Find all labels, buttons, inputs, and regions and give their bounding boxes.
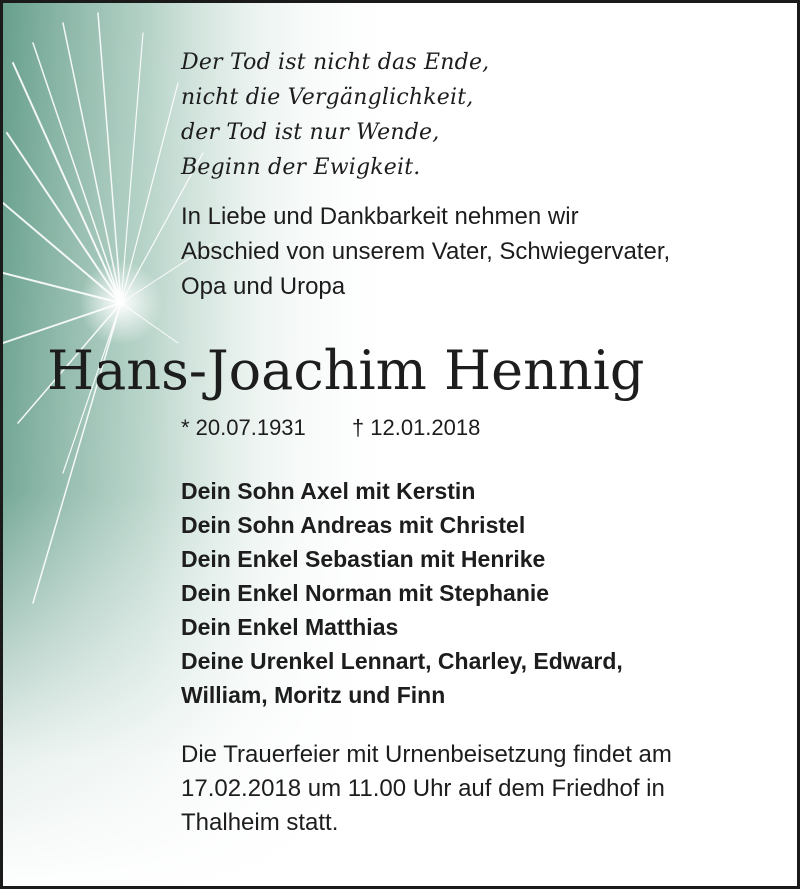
poem-line: der Tod ist nur Wende, xyxy=(181,120,440,145)
poem-line: nicht die Vergänglichkeit, xyxy=(181,85,474,110)
poem-line: Der Tod ist nicht das Ende, xyxy=(181,50,490,75)
mourner-line: Dein Enkel Sebastian mit Henrike xyxy=(181,546,546,572)
service-line: 17.02.2018 um 11.00 Uhr auf dem Friedhof in xyxy=(181,775,665,802)
poem xyxy=(181,45,489,185)
mourner-line: Deine Urenkel Lennart, Charley, Edward, xyxy=(181,648,623,674)
death-date: † 12.01.2018 xyxy=(351,415,481,440)
farewell-intro xyxy=(181,199,670,304)
birth-date: * 20.07.1931 xyxy=(181,415,306,440)
mourner-line: Dein Sohn Axel mit Kerstin xyxy=(181,478,476,504)
obituary-content xyxy=(3,3,800,889)
intro-line: Abschied von unserem Vater, Schwiegervater, xyxy=(181,238,671,265)
service-line: Die Trauerfeier mit Urnenbeisetzung findet am xyxy=(181,741,672,768)
mourner-line: Dein Sohn Andreas mit Christel xyxy=(181,512,526,538)
mourner-line: Dein Enkel Matthias xyxy=(181,614,399,640)
poem-line: Beginn der Ewigkeit. xyxy=(181,155,421,180)
intro-line: In Liebe und Dankbarkeit nehmen wir xyxy=(181,203,579,230)
funeral-service-notice xyxy=(181,738,672,840)
mourner-line: Dein Enkel Norman mit Stephanie xyxy=(181,580,550,606)
service-line: Thalheim statt. xyxy=(181,809,339,836)
mourner-line: William, Moritz und Finn xyxy=(181,682,446,708)
intro-line: Opa und Uropa xyxy=(181,273,346,300)
life-dates xyxy=(181,411,480,445)
deceased-name: Hans-Joachim Hennig xyxy=(47,339,645,402)
mourners-list xyxy=(181,474,623,712)
